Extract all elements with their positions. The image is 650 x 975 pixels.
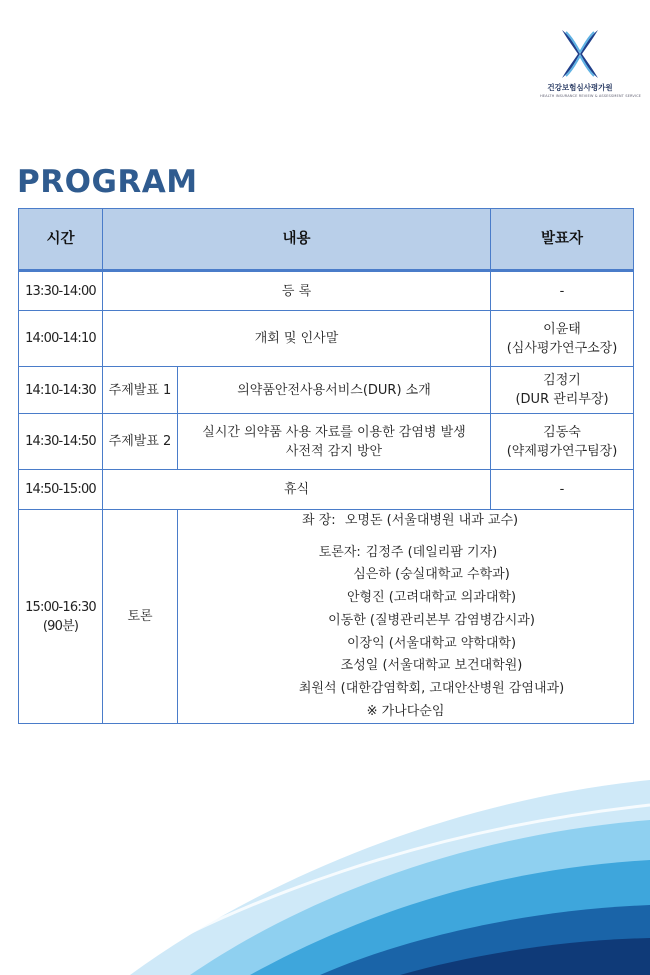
- panelist-line: [182, 542, 629, 565]
- content-cell: 의약품안전사용서비스(DUR) 소개: [178, 367, 491, 414]
- speaker-name: 김동숙: [543, 424, 581, 440]
- speaker-role: (DUR 관리부장): [515, 392, 609, 407]
- table-row: [19, 311, 634, 367]
- content-line: 사전적 감지 방안: [285, 443, 383, 459]
- speaker-cell: -: [491, 271, 634, 311]
- panel-label: 토론자:: [318, 544, 361, 560]
- table-row: [19, 414, 634, 470]
- panelist-line: [182, 564, 629, 587]
- order-note: ※ 가나다순임: [366, 703, 445, 719]
- content-cell: 휴식: [103, 470, 491, 510]
- header-speaker: 발표자: [491, 209, 634, 271]
- discussion-details: [178, 510, 634, 724]
- content-cell: 개회 및 인사말: [103, 311, 491, 367]
- panelist: 안형진 (고려대학교 의과대학): [346, 590, 517, 606]
- panelist-line: [182, 655, 629, 678]
- speaker-name: 김정기: [543, 373, 581, 388]
- chair-name: 오명돈 (서울대병원 내과 교수): [344, 513, 519, 528]
- org-name-en: HEALTH INSURANCE REVIEW & ASSESSMENT SERVICE: [540, 94, 642, 98]
- session-label: 주제발표 1: [103, 367, 178, 414]
- table-row: [19, 470, 634, 510]
- panelist-line: [182, 678, 629, 701]
- table-row: [19, 271, 634, 311]
- time-cell: 13:30-14:00: [19, 271, 103, 311]
- panelist-line: [182, 587, 629, 610]
- decorative-wave-graphic: [0, 760, 650, 975]
- time-cell: [19, 510, 103, 724]
- discussion-duration: (90분): [42, 618, 79, 634]
- content-cell: [178, 414, 491, 470]
- speaker-cell: [491, 311, 634, 367]
- speaker-role: (약제평가연구팀장): [506, 443, 618, 459]
- time-cell: 14:00-14:10: [19, 311, 103, 367]
- session-label: 주제발표 2: [103, 414, 178, 470]
- panelist: 이동한 (질병관리본부 감염병감시과): [328, 612, 535, 628]
- speaker-cell: -: [491, 470, 634, 510]
- chair-line: [182, 510, 629, 533]
- header-row: [19, 209, 634, 271]
- program-table: [18, 208, 634, 724]
- speaker-cell: [491, 367, 634, 414]
- chair-label: 좌 장:: [302, 513, 336, 528]
- content-cell: 등 록: [103, 271, 491, 311]
- header-content: 내용: [103, 209, 491, 271]
- table-row: [19, 367, 634, 414]
- discussion-time: 15:00-16:30: [25, 599, 96, 615]
- panelist-line: [182, 610, 629, 633]
- speaker-role: (심사평가연구소장): [506, 340, 618, 356]
- session-label: 토론: [103, 510, 178, 724]
- time-cell: 14:10-14:30: [19, 367, 103, 414]
- panelist-line: [182, 633, 629, 656]
- page-title: PROGRAM: [17, 164, 198, 200]
- header-time: 시간: [19, 209, 103, 271]
- org-name: 건강보험심사평가원: [547, 83, 613, 92]
- time-cell: 14:50-15:00: [19, 470, 103, 510]
- panelist: 조성일 (서울대학교 보건대학원): [340, 658, 523, 674]
- content-line: 실시간 의약품 사용 자료를 이용한 감염병 발생: [202, 424, 466, 440]
- speaker-name: 이윤태: [543, 321, 581, 337]
- time-cell: 14:30-14:50: [19, 414, 103, 470]
- panelist: 김정주 (데일리팜 기자): [365, 544, 498, 560]
- logo-x-icon: [558, 28, 602, 80]
- org-logo: [540, 28, 642, 108]
- panelist: 최원석 (대한감염학회, 고대안산병원 감염내과): [298, 680, 565, 696]
- panelist: 이장익 (서울대학교 약학대학): [346, 635, 517, 651]
- panelist: 심은하 (숭실대학교 수학과): [353, 567, 510, 583]
- discussion-row: [19, 510, 634, 724]
- speaker-cell: [491, 414, 634, 470]
